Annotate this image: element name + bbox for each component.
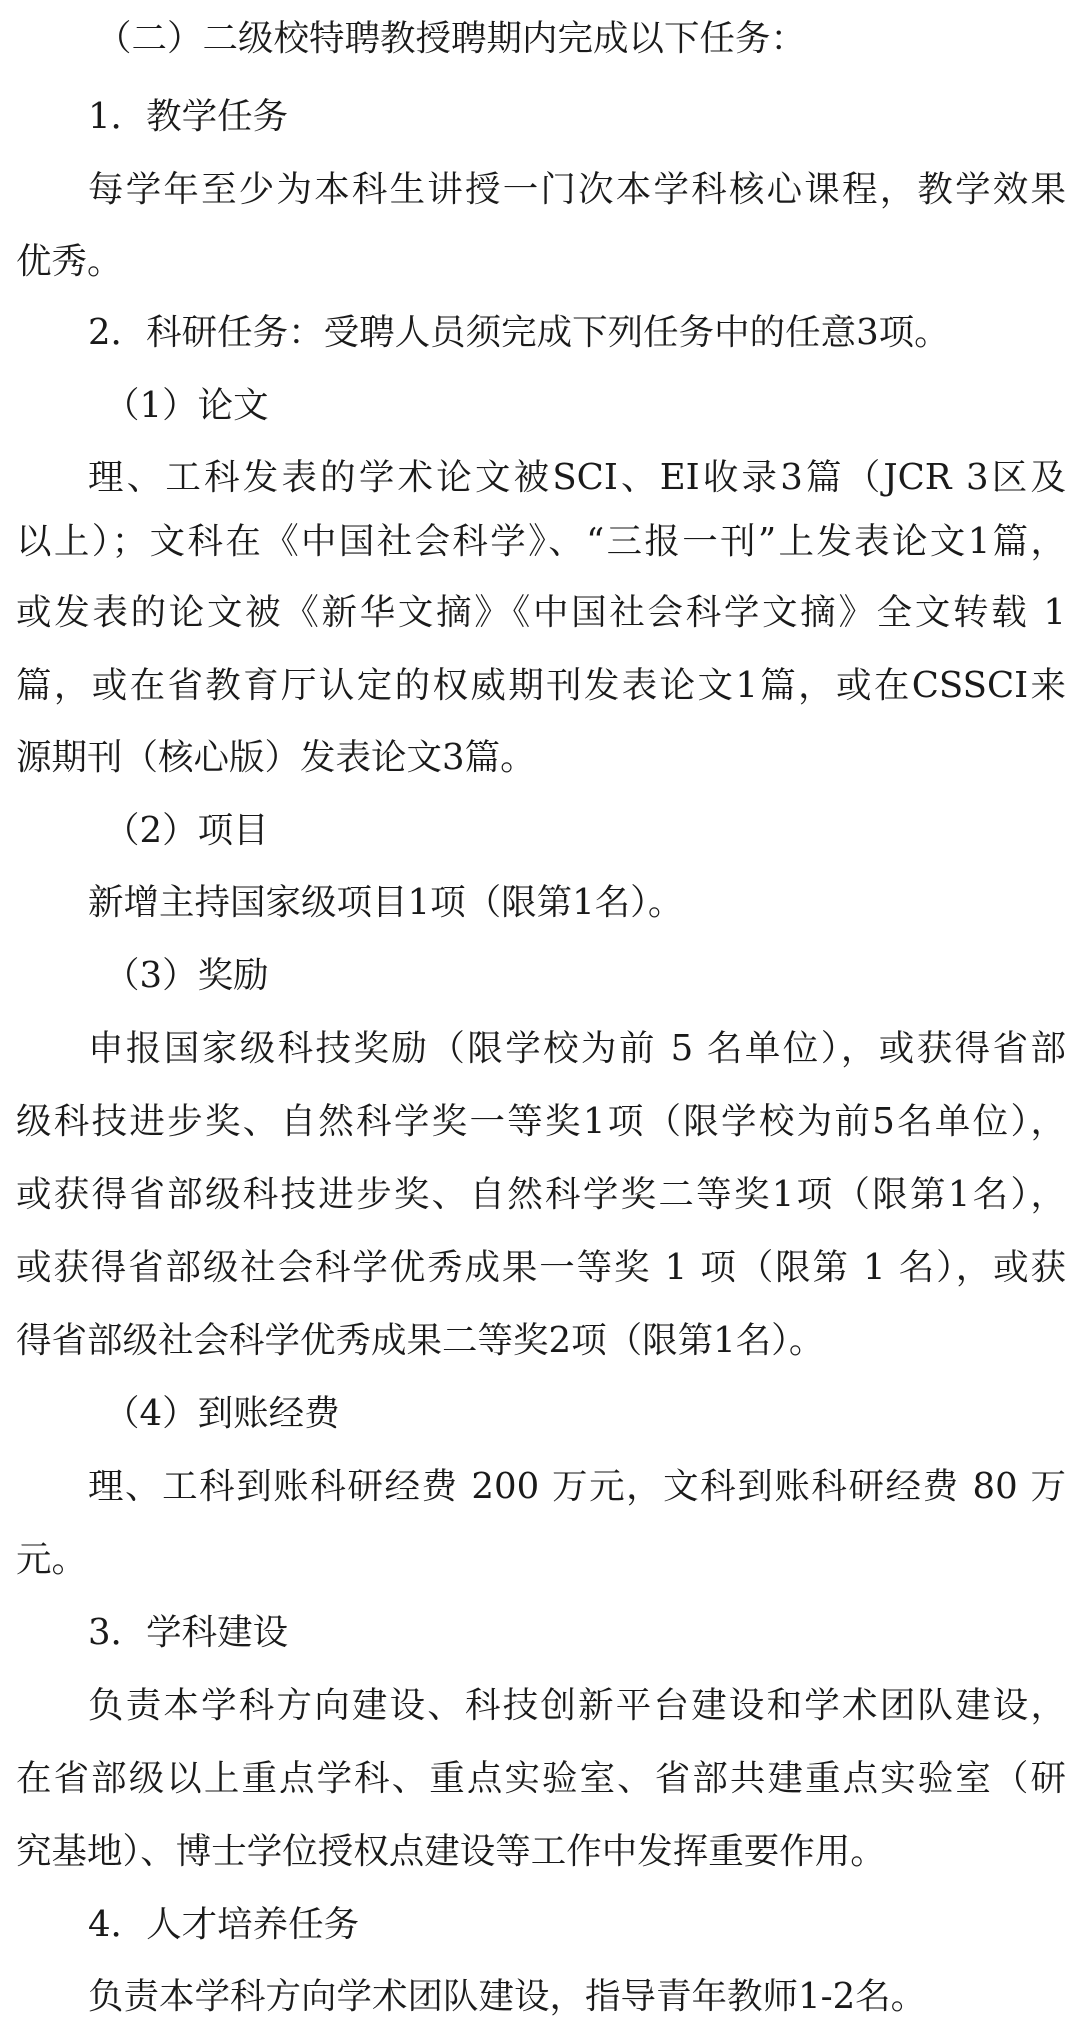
paragraph-line: 每学年至少为本科生讲授一门次本学科核心课程，教学效果 (88, 169, 1066, 210)
paragraph-line: 在省部级以上重点学科、重点实验室、省部共建重点实验室（研 (16, 1758, 1066, 1799)
paragraph-line: 级科技进步奖、自然科学奖一等奖1项（限学校为前5名单位）， (16, 1101, 1066, 1142)
paragraph-line: 得省部级社会科学优秀成果二等奖2项（限第1名）。 (16, 1320, 825, 1361)
subheading-funding: （4）到账经费 (104, 1393, 340, 1434)
paragraph-line: 理、工科发表的学术论文被SCI、EI收录3篇（JCR 3区及 (88, 457, 1066, 498)
paragraph-line: 负责本学科方向学术团队建设，指导青年教师1-2名。 (88, 1976, 927, 2017)
subheading-awards: （3）奖励 (104, 955, 269, 996)
paragraph-line: 以上）；文科在《中国社会科学》、“三报一刊”上发表论文1篇， (16, 521, 1066, 562)
paragraph-line: 究基地）、博士学位授权点建设等工作中发挥重要作用。 (16, 1831, 886, 1872)
subheading-papers: （1）论文 (104, 385, 269, 426)
paragraph-line: 新增主持国家级项目1项（限第1名）。 (88, 882, 684, 923)
task-heading-research: 2．科研任务：受聘人员须完成下列任务中的任意3项。 (88, 312, 950, 353)
task-heading-talent: 4．人才培养任务 (88, 1904, 360, 1945)
task-heading-teaching: 1．教学任务 (88, 96, 289, 137)
subheading-projects: （2）项目 (104, 810, 269, 851)
paragraph-line: 申报国家级科技奖励（限学校为前 5 名单位），或获得省部 (88, 1028, 1066, 1069)
paragraph-line: 或获得省部级社会科学优秀成果一等奖 1 项（限第 1 名），或获 (16, 1247, 1066, 1288)
section-heading: （二）二级校特聘教授聘期内完成以下任务： (96, 18, 807, 59)
task-heading-discipline: 3．学科建设 (88, 1612, 289, 1653)
paragraph-line: 负责本学科方向建设、科技创新平台建设和学术团队建设， (88, 1685, 1066, 1726)
paragraph-line: 或发表的论文被《新华文摘》《中国社会科学文摘》全文转载 1 (16, 592, 1066, 633)
paragraph-line: 理、工科到账科研经费 200 万元，文科到账科研经费 80 万 (88, 1466, 1066, 1507)
paragraph-line: 或获得省部级科技进步奖、自然科学奖二等奖1项（限第1名）， (16, 1174, 1066, 1215)
paragraph-line: 元。 (16, 1539, 88, 1580)
paragraph-line: 优秀。 (16, 241, 123, 282)
paragraph-line: 篇，或在省教育厅认定的权威期刊发表论文1篇，或在CSSCI来 (16, 665, 1066, 706)
paragraph-line: 源期刊（核心版）发表论文3篇。 (16, 737, 536, 778)
